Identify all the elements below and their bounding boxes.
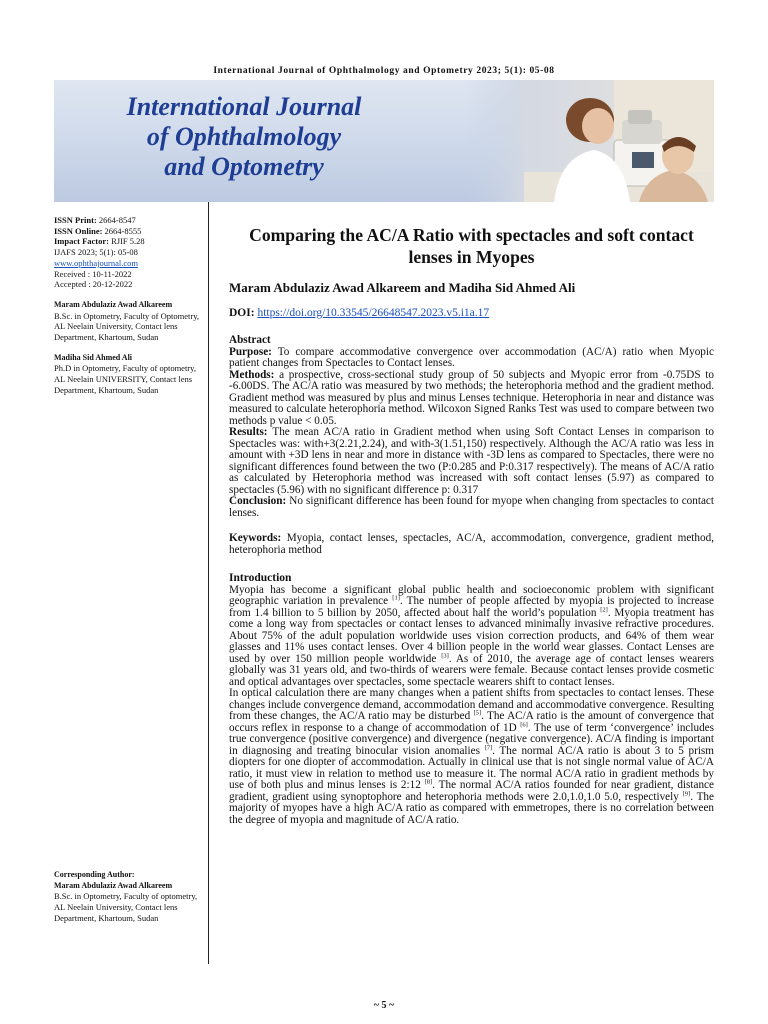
abstract-methods — [229, 370, 714, 428]
issn-print-label: ISSN Print: — [54, 215, 97, 225]
author1-name: Maram Abdulaziz Awad Alkareem — [54, 299, 173, 309]
author1-block — [54, 300, 204, 343]
intro2-text: . The majority of myopes have a high AC/A ratio as compared with emmetropes, there is no correlation between the degree of myopia and magnitude of AC/A ratio. — [229, 790, 714, 826]
impact-label: Impact Factor: — [54, 236, 109, 247]
author2-block — [54, 353, 204, 396]
corresponding-label: Corresponding Author: — [54, 870, 135, 879]
intro-paragraph-2 — [229, 688, 714, 826]
accepted-date: Accepted : 20-12-2022 — [54, 279, 133, 290]
corresponding-affiliation: B.Sc. in Optometry, Faculty of optometry, AL Neelain University, Contact lens Department, Khartoum, Sudan — [54, 891, 198, 923]
article-body — [229, 224, 714, 826]
issn-block — [54, 215, 204, 290]
column-divider — [208, 202, 209, 964]
received-date: Received : 10-11-2022 — [54, 268, 132, 279]
keywords-text: Myopia, contact lenses, spectacles, AC/A, accommodation, convergence, gradient method, heterophoria method — [229, 532, 714, 556]
doi-label: DOI: — [229, 306, 255, 319]
intro2-text: . The normal AC/A ratios founded for near gradient, distance gradient, gradient using synoptophore and heterophoria methods were 2.0,1.0,1.0 5.0, respectively — [229, 779, 714, 803]
conclusion-label: Conclusion: — [229, 495, 287, 507]
intro2-text: . The normal AC/A ratio is about 3 to 5 prism diopters for one diopter of accommodation. Actually in clinical use that is not single normal value of AC/A ratio, it must view in relation to method use to measure it. The normal AC/A ratio in gradient methods by use of both plus and minus lenses is 2:12 — [229, 744, 714, 791]
keywords-label: Keywords: — [229, 532, 282, 544]
intro1-text: . Myopia treatment has come a long way from spectacles or contact lenses to advanced minimally invasive refractive procedures. About 75% of the adult population worldwide uses vision correction products, and 64% of them wear glasses and 11% uses contact lenses. Over 4 billion people in the world wear glasses. Contact Lenses are used by over 150 million people worldwide — [229, 606, 714, 665]
citation-ref: [6] — [520, 720, 528, 728]
abstract-conclusion — [229, 496, 714, 519]
intro1-text: . The number of people affected by myopia is projected to increase from 1.4 billion to 5 billion by 2050, affected about half the world’s population — [229, 595, 714, 619]
intro2-text: . The AC/A ratio is the amount of convergence that occurs reflex in response to a change of accommodation of 1D — [229, 710, 714, 734]
article-authors: Maram Abdulaziz Awad Alkareem and Madiha Sid Ahmed Ali — [229, 280, 576, 295]
intro-paragraph-1 — [229, 585, 714, 689]
citation-ref: [2] — [600, 605, 608, 613]
eye-examination-photo — [464, 80, 714, 202]
keywords — [229, 533, 714, 556]
results-text: The mean AC/A ratio in Gradient method when using Soft Contact Lenses in comparison to Spectacles was: with+3(2.21,2.24), and with-3(1.51,150) respectively. Although the AC/A ratio was less in amount with +3D lens in near and more in distance with -3D lens as compared to Spectacles, there were no significant differences found between the two (P:0.285 and P:0.317 respectively). The means of AC/A ratio as calculated by Heterophoria method was increased with soft contact lenses (5.97) as compared to spectacles (5.96) with no significant difference p: 0.317 — [229, 426, 714, 496]
corresponding-name: Maram Abdulaziz Awad Alkareem — [54, 880, 173, 890]
issn-online-label: ISSN Online: — [54, 225, 103, 236]
citation-ref: [8] — [424, 778, 433, 786]
journal-title-line-3: and Optometry — [164, 152, 324, 181]
author1-affiliation: B.Sc. in Optometry, Faculty of Optometry, AL Neelain University, Contact lens Department, Khartoum, Sudan — [54, 310, 200, 343]
intro2-text: . The use of term ‘convergence’ includes true convergence (positive convergence) and divergence (negative convergence). AC/A finding is important in diagnosing and treating binocular vision anomalies — [229, 721, 714, 757]
abstract-heading: Abstract — [229, 334, 271, 346]
methods-text: a prospective, cross-sectional study group of 50 subjects and Myopic error from -0.75DS to -6.00DS. The AC/A ratio was measured by two methods; the heterophoria method and the gradient method. Gradient method was measured by plus and minus Lenses technique. Heterophoria in near and distance was measured to calculate heterophoria method. Wilcoxon Signed Ranks Test was used to compare between two methods p value < 0.05. — [229, 368, 715, 427]
citation-ref: [3] — [441, 651, 449, 659]
methods-label: Methods: — [229, 368, 275, 381]
article-info-sidebar — [54, 215, 204, 406]
page-number: ~ 5 ~ — [373, 1000, 395, 1011]
abstract-purpose — [229, 347, 714, 370]
citation-ref: [1] — [392, 594, 400, 602]
journal-title-line-1: International Journal — [126, 92, 362, 121]
citation-ref: [5] — [473, 709, 482, 717]
intro2-text: In optical calculation there are many changes when a patient shifts from spectacles to contact lenses. These changes include convergence demand, accommodation demand and accommodative convergence. Resulting from these changes, the AC/A ratio may be disturbed — [229, 687, 714, 722]
citation-ref: [9] — [682, 789, 691, 797]
results-label: Results: — [229, 426, 268, 438]
journal-banner — [54, 80, 714, 202]
intro1-text: Myopia has become a significant global public health and socioeconomic problem with significant geographic variation in prevalence — [229, 583, 714, 607]
issn-online: 2664-8555 — [104, 225, 142, 236]
impact-factor: RJIF 5.28 — [111, 236, 145, 247]
citation-ref: [7] — [484, 743, 493, 751]
abstract-results — [229, 427, 714, 496]
issn-print: 2664-8547 — [98, 215, 136, 225]
citation: IJAFS 2023; 5(1): 05-08 — [54, 247, 138, 258]
running-header: International Journal of Ophthalmology and Optometry 2023; 5(1): 05-08 — [213, 66, 555, 76]
introduction-heading: Introduction — [229, 572, 292, 584]
doi-line — [229, 308, 714, 320]
corresponding-author-block — [54, 870, 204, 924]
article-title: Comparing the AC/A Ratio with spectacles and soft contact lenses in Myopes — [249, 225, 694, 267]
journal-title — [94, 92, 394, 182]
conclusion-text: No significant difference has been found for myope when changing from spectacles to contact lenses. — [229, 495, 714, 519]
journal-title-line-2: of Ophthalmology — [146, 122, 342, 151]
purpose-label: Purpose: — [229, 345, 272, 358]
journal-website-link[interactable]: www.ophthajournal.com — [54, 257, 138, 268]
doi-link[interactable]: https://doi.org/10.33545/26648547.2023.v5.i1a.17 — [257, 306, 490, 319]
purpose-text: To compare accommodative convergence over accommodation (AC/A) ratio when Myopic patient changes from Spectacles to Contact lenses. — [229, 345, 714, 369]
author2-name: Madiha Sid Ahmed Ali — [54, 352, 133, 362]
author2-affiliation: Ph.D in Optometry, Faculty of optometry, AL Neelain UNIVERSITY, Contact lens Department, Khartoum, Sudan — [54, 363, 196, 395]
intro1-text: . As of 2010, the average age of contact lenses wearers globally was 31 years old, and two-thirds of wearers were female. Because contact lenses provide cosmetic and optical advantages over spectacles, some spectacle wearers shift to contact lenses. — [229, 652, 714, 688]
